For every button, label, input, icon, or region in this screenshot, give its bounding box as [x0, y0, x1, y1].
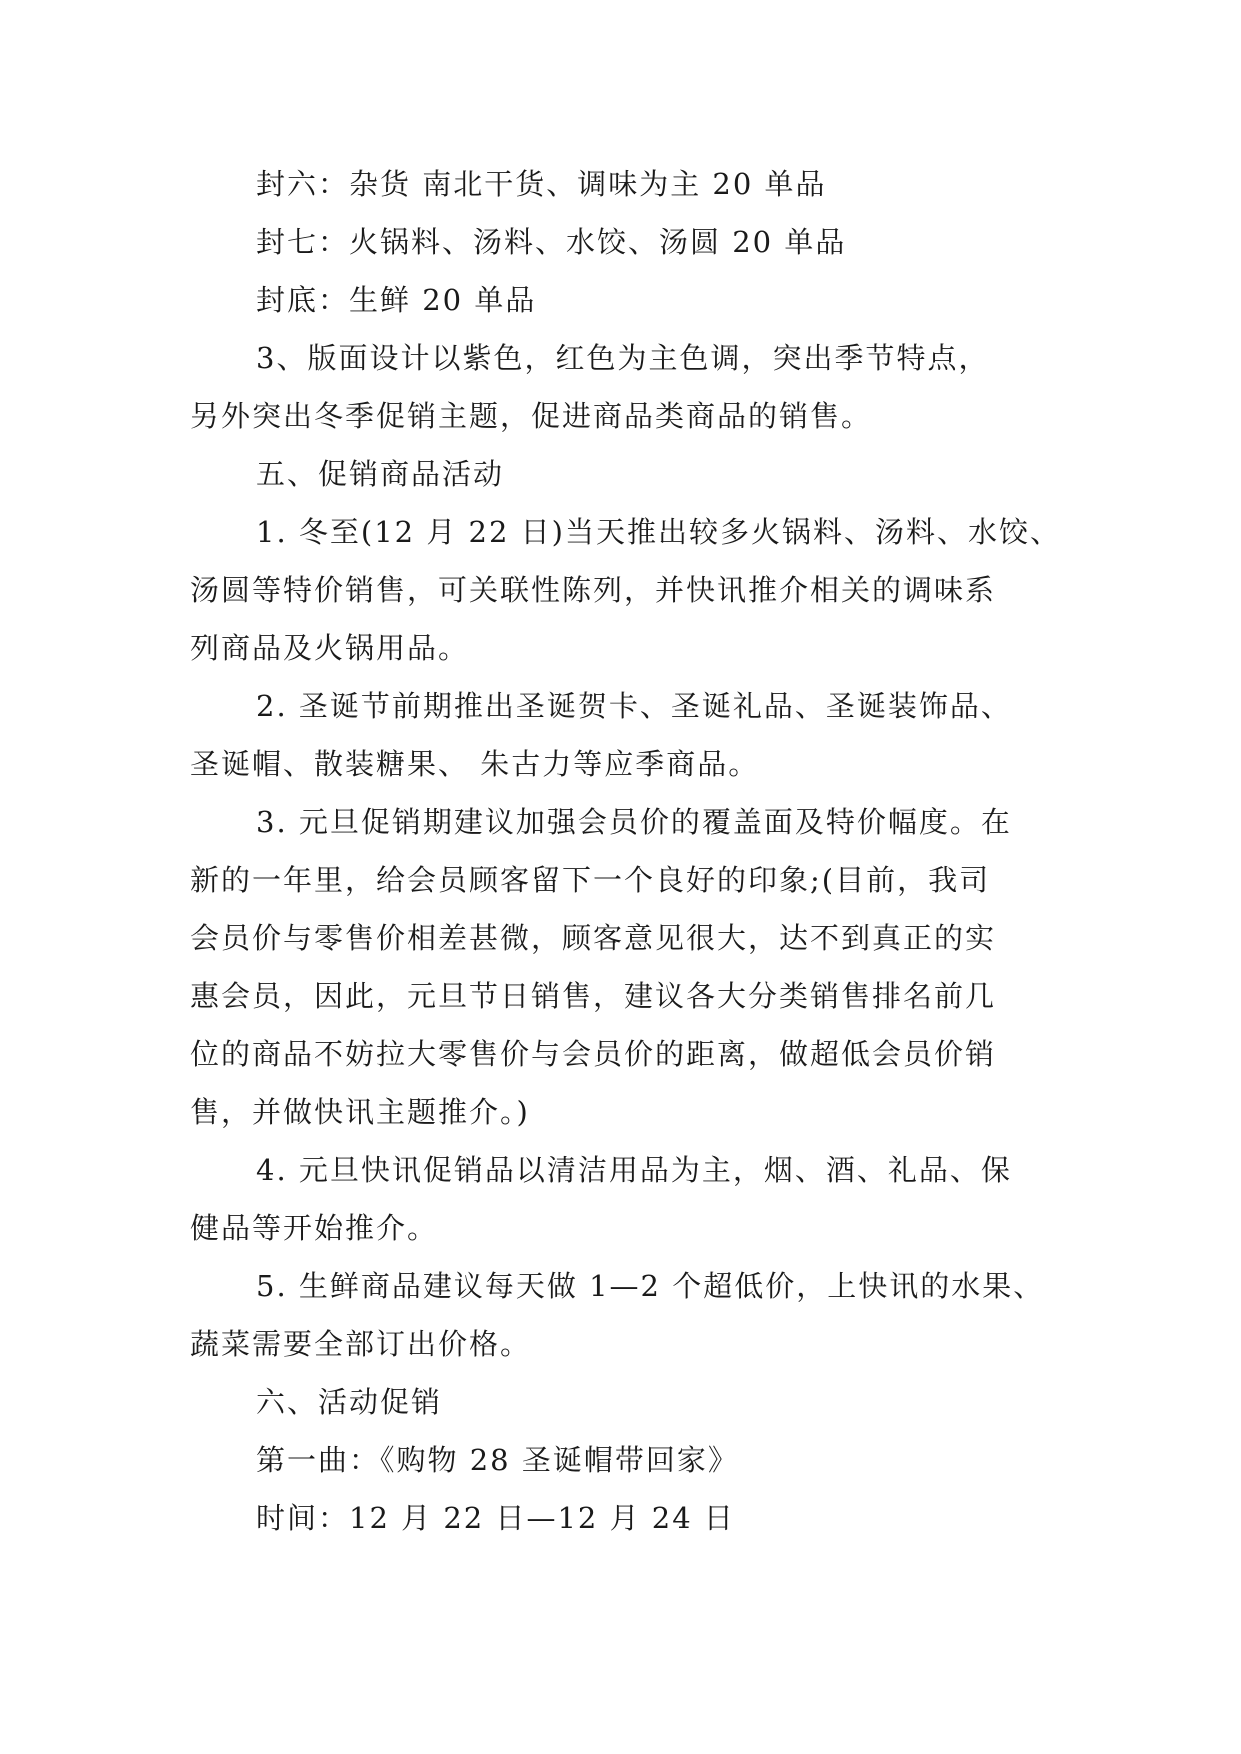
text-line: 时间：12 月 22 日—12 月 24 日 — [256, 1501, 735, 1535]
text-line: 圣诞帽、散装糖果、 朱古力等应季商品。 — [190, 747, 760, 781]
text-line: 5. 生鲜商品建议每天做 1—2 个超低价，上快讯的水果、 — [256, 1269, 1045, 1303]
text-line: 新的一年里，给会员顾客留下一个良好的印象;(目前，我司 — [190, 863, 991, 897]
text-line: 第一曲：《购物 28 圣诞帽带回家》 — [256, 1443, 739, 1477]
text-line: 会员价与零售价相差甚微，顾客意见很大，达不到真正的实 — [190, 921, 997, 955]
text-line: 3、版面设计以紫色，红色为主色调，突出季节特点， — [256, 341, 990, 375]
text-line: 封六：杂货 南北干货、调味为主 20 单品 — [256, 167, 827, 201]
text-line: 健品等开始推介。 — [190, 1211, 439, 1245]
section-heading: 五、促销商品活动 — [256, 457, 505, 491]
text-line: 售，并做快讯主题推介。) — [190, 1095, 530, 1129]
text-line: 3. 元旦促销期建议加强会员价的覆盖面及特价幅度。在 — [256, 805, 1012, 839]
text-line: 列商品及火锅用品。 — [190, 631, 470, 665]
text-line: 2. 圣诞节前期推出圣诞贺卡、圣诞礼品、圣诞装饰品、 — [256, 689, 1012, 723]
text-line: 4. 元旦快讯促销品以清洁用品为主，烟、酒、礼品、保 — [256, 1153, 1012, 1187]
text-line: 封七：火锅料、汤料、水饺、汤圆 20 单品 — [256, 225, 847, 259]
text-line: 汤圆等特价销售，可关联性陈列，并快讯推介相关的调味系 — [190, 573, 997, 607]
text-line: 蔬菜需要全部订出价格。 — [190, 1327, 532, 1361]
section-heading: 六、活动促销 — [256, 1385, 443, 1419]
text-line: 位的商品不妨拉大零售价与会员价的距离，做超低会员价销 — [190, 1037, 997, 1071]
text-line: 1. 冬至(12 月 22 日)当天推出较多火锅料、汤料、水饺、 — [256, 515, 1061, 549]
text-line: 另外突出冬季促销主题，促进商品类商品的销售。 — [190, 399, 873, 433]
text-line: 惠会员，因此，元旦节日销售，建议各大分类销售排名前几 — [190, 979, 997, 1013]
text-line: 封底：生鲜 20 单品 — [256, 283, 537, 317]
